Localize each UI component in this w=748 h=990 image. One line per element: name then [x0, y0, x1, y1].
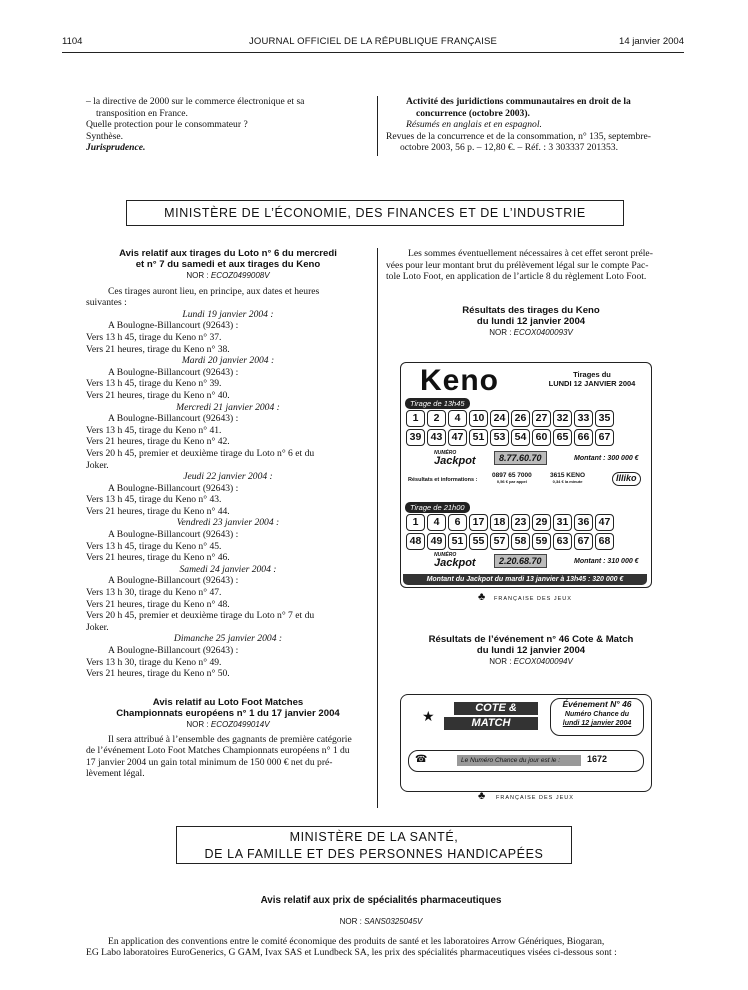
text-line: En application des conventions entre le comité économique des produits de santé et les laboratoires Arrow Génériques, Biogaran,: [108, 935, 605, 947]
schedule-line: A Boulogne-Billancourt (92643) :: [108, 482, 239, 494]
drawn-number: 57: [490, 533, 509, 550]
schedule-line: Vers 13 h 45, tirage du Keno n° 43.: [86, 494, 222, 506]
schedule-date: Mercredi 21 janvier 2004 :: [176, 401, 280, 413]
right-intro: [386, 248, 676, 283]
text-line: EG Labo laboratoires EuroGenerics, G GAM, Ivax SAS et Lundbeck SA, les prix des spécialités pharmaceutiques visées ci-dessous sont :: [86, 947, 617, 959]
chance-date: lundi 12 janvier 2004: [562, 720, 632, 727]
schedule-line: Vers 21 heures, tirage du Keno n° 50.: [86, 668, 230, 680]
schedule-line: Vers 21 heures, tirage du Keno n° 38.: [86, 343, 230, 355]
phone-icon: ☎: [415, 754, 428, 765]
drawn-number: 18: [490, 514, 509, 531]
page-header: [62, 36, 684, 50]
drawn-number: 39: [406, 429, 425, 446]
minitel-block: [550, 472, 585, 484]
journal-title: JOURNAL OFFICIEL DE LA RÉPUBLIQUE FRANÇAISE: [248, 36, 498, 47]
section-title: et n° 7 du samedi et aux tirages du Keno: [135, 259, 321, 270]
schedule-date: Samedi 24 janvier 2004 :: [179, 563, 277, 575]
text-line: Jurisprudence.: [86, 142, 146, 154]
drawn-number: 49: [427, 533, 446, 550]
section-title: Avis relatif aux tirages du Loto n° 6 du mercredi: [119, 248, 337, 259]
drawn-number: 4: [427, 514, 446, 531]
top-right-block: [386, 96, 676, 154]
text-line: tole Loto Foot, en application de l’article 8 du règlement Loto Foot.: [386, 271, 647, 283]
ministry-heading: MINISTÈRE DE L’ÉCONOMIE, DES FINANCES ET DE L’INDUSTRIE: [126, 200, 624, 226]
keno-results-heading: [386, 305, 676, 339]
cote-results-heading: [386, 634, 676, 668]
text-line: 17 janvier 2004 un gain total minimum de 150 000 € net du pré-: [86, 756, 333, 768]
section-title: Avis relatif au Loto Foot Matches: [152, 697, 304, 708]
drawn-number: 51: [469, 429, 488, 446]
number-row: [406, 410, 616, 427]
publication-subtitle: Résumés en anglais et en espagnol.: [406, 119, 542, 131]
cote-match-ticket: [400, 694, 652, 806]
jackpot-amount: Montant : 310 000 €: [574, 558, 639, 565]
nor-reference: NOR : ECOX0400093V: [489, 328, 573, 337]
text-line: suivantes :: [86, 297, 127, 309]
text-line: Quelle protection pour le consommateur ?: [86, 119, 248, 131]
event-number: Événement N° 46: [562, 699, 632, 709]
cote-match-logo: [414, 702, 538, 732]
drawn-number: 1: [406, 410, 425, 427]
text-line: – la directive de 2000 sur le commerce électronique et sa: [86, 96, 305, 107]
ticket-date-block: [542, 370, 642, 388]
drawn-number: 58: [511, 533, 530, 550]
drawn-number: 1: [406, 514, 425, 531]
tirage-label: Tirage de 21h00: [405, 502, 470, 513]
issue-date: 14 janvier 2004: [619, 36, 684, 47]
chance-number-box: [408, 750, 644, 772]
section-title: Résultats de l’événement n° 46 Cote & Match: [428, 634, 634, 645]
drawn-number: 59: [532, 533, 551, 550]
section-title: du lundi 12 janvier 2004: [476, 316, 586, 327]
section-title: Avis relatif aux prix de spécialités pharmaceutiques: [260, 895, 502, 906]
text-line: Il sera attribué à l’ensemble des gagnants de première catégorie: [108, 733, 352, 745]
drawn-number: 31: [553, 514, 572, 531]
drawn-number: 17: [469, 514, 488, 531]
nor-reference: NOR : ECOX0400094V: [489, 657, 573, 666]
chance-number-label: Le Numéro Chance du jour est le :: [457, 755, 581, 766]
schedule-line: Vers 20 h 45, premier et deuxième tirage du Loto n° 6 et du: [86, 447, 315, 459]
text-line: Les sommes éventuellement nécessaires à cet effet seront préle-: [408, 248, 653, 259]
text-line: lèvement légal.: [86, 768, 145, 780]
schedule-date: Jeudi 22 janvier 2004 :: [183, 471, 273, 483]
drawn-number: 10: [469, 410, 488, 427]
star-icon: ★: [422, 710, 435, 725]
phone-price: 0,56 € par appel: [496, 479, 527, 484]
publication-ref: octobre 2003, 56 p. – 12,80 €. – Réf. : 3 303337 201353.: [400, 142, 618, 154]
minitel-code: 3615 KENO: [550, 472, 586, 479]
drawn-number: 6: [448, 514, 467, 531]
drawn-number: 2: [427, 410, 446, 427]
drawn-number: 4: [448, 410, 467, 427]
drawn-number: 54: [511, 429, 530, 446]
chance-number: 1672: [587, 754, 608, 764]
drawn-number: 43: [427, 429, 446, 446]
drawn-number: 47: [448, 429, 467, 446]
schedule-line: Vers 21 heures, tirage du Keno n° 40.: [86, 389, 230, 401]
number-row: [406, 533, 616, 550]
schedule-line: Joker.: [86, 621, 109, 633]
drawn-number: 51: [448, 533, 467, 550]
schedule-line: A Boulogne-Billancourt (92643) :: [108, 575, 239, 587]
number-row: [406, 429, 616, 446]
jackpot-amount: Montant : 300 000 €: [574, 455, 639, 462]
column-divider: [377, 96, 378, 156]
drawn-number: 48: [406, 533, 425, 550]
event-box: [550, 698, 644, 736]
phone-block: [492, 472, 532, 484]
text-line: de l’événement Loto Foot Matches Championnats européens n° 1 du: [86, 745, 350, 757]
minitel-price: 0,34 € la minute: [552, 479, 583, 484]
page-number: 1104: [62, 36, 83, 47]
schedule-line: Vers 13 h 45, tirage du Keno n° 41.: [86, 424, 222, 436]
clover-icon: ♣: [478, 591, 486, 603]
schedule-line: Vers 20 h 45, premier et deuxième tirage du Loto n° 7 et du: [86, 610, 315, 622]
schedule-line: A Boulogne-Billancourt (92643) :: [108, 320, 239, 332]
text-line: Ces tirages auront lieu, en principe, aux dates et heures: [108, 285, 320, 297]
jackpot-footer-bar: Montant du Jackpot du mardi 13 janvier à 13h45 : 320 000 €: [403, 574, 647, 585]
schedule-date: Lundi 19 janvier 2004 :: [182, 308, 274, 320]
avis-foot: [86, 697, 370, 780]
drawn-number: 68: [595, 533, 614, 550]
drawn-number: 67: [595, 429, 614, 446]
publication-title: Activité des juridictions communautaires en droit de la: [406, 96, 631, 107]
jackpot-number: 2.20.68.70: [494, 554, 547, 568]
tirage-label: Tirage de 13h45: [405, 398, 470, 409]
logo-line: COTE &: [454, 702, 538, 715]
section-title: Résultats des tirages du Keno: [462, 305, 600, 316]
schedule-date: Dimanche 25 janvier 2004 :: [173, 633, 283, 645]
keno-logo: Keno: [420, 364, 499, 397]
section-title: du lundi 12 janvier 2004: [476, 645, 586, 656]
publication-title: concurrence (octobre 2003).: [416, 107, 530, 119]
drawn-number: 23: [511, 514, 530, 531]
schedule-list: [86, 309, 370, 680]
fdj-logo-text: FRANÇAISE DES JEUX: [496, 795, 574, 801]
schedule-line: A Boulogne-Billancourt (92643) :: [108, 413, 239, 425]
schedule-line: A Boulogne-Billancourt (92643) :: [108, 645, 239, 656]
publication-ref: Revues de la concurrence et de la consommation, n° 135, septembre-: [386, 130, 651, 142]
tirages-label: Tirages du: [573, 370, 611, 379]
drawn-number: 33: [574, 410, 593, 427]
column-divider: [377, 248, 378, 808]
ministry-line: DE LA FAMILLE ET DES PERSONNES HANDICAPÉES: [204, 847, 544, 861]
section-title: Championnats européens n° 1 du 17 janvier 2004: [116, 708, 340, 719]
schedule-line: Vers 13 h 45, tirage du Keno n° 39.: [86, 378, 222, 390]
drawn-number: 60: [532, 429, 551, 446]
chance-label: Numéro Chance du: [564, 711, 630, 718]
drawn-number: 66: [574, 429, 593, 446]
text-line: vées pour leur montant brut du prélèvement légal sur le compte Pac-: [386, 259, 649, 271]
nor-reference: NOR : ECOZ0499014V: [186, 720, 270, 729]
illiko-logo: Illiko: [612, 472, 641, 486]
schedule-line: Vers 21 heures, tirage du Keno n° 46.: [86, 552, 230, 564]
schedule-line: A Boulogne-Billancourt (92643) :: [108, 529, 239, 541]
text-line: Synthèse.: [86, 130, 124, 142]
nor-reference: NOR : SANS0325045V: [339, 917, 423, 926]
text-line: transposition en France.: [96, 107, 188, 119]
schedule-line: Joker.: [86, 459, 109, 471]
drawn-number: 67: [574, 533, 593, 550]
drawn-number: 29: [532, 514, 551, 531]
schedule-date: Vendredi 23 janvier 2004 :: [176, 517, 280, 529]
schedule-line: Vers 13 h 45, tirage du Keno n° 37.: [86, 331, 222, 343]
drawn-number: 53: [490, 429, 509, 446]
phone-number: 0897 65 7000: [492, 472, 532, 479]
schedule-line: Vers 21 heures, tirage du Keno n° 42.: [86, 436, 230, 448]
schedule-line: Vers 13 h 30, tirage du Keno n° 47.: [86, 587, 222, 599]
header-rule: [62, 52, 684, 53]
fdj-logo-text: FRANÇAISE DES JEUX: [494, 596, 572, 602]
drawn-number: 32: [553, 410, 572, 427]
ministry-heading: [176, 826, 572, 864]
avis-pharma: [86, 895, 676, 959]
schedule-line: Vers 21 heures, tirage du Keno n° 48.: [86, 598, 230, 610]
ministry-line: MINISTÈRE DE LA SANTÉ,: [289, 830, 459, 844]
schedule-line: Vers 13 h 45, tirage du Keno n° 45.: [86, 540, 222, 552]
clover-icon: ♣: [478, 790, 486, 802]
ticket-date: LUNDI 12 JANVIER 2004: [548, 379, 636, 388]
drawn-number: 27: [532, 410, 551, 427]
schedule-date: Mardi 20 janvier 2004 :: [181, 355, 275, 367]
drawn-number: 47: [595, 514, 614, 531]
number-row: [406, 514, 616, 531]
drawn-number: 63: [553, 533, 572, 550]
drawn-number: 55: [469, 533, 488, 550]
drawn-number: 36: [574, 514, 593, 531]
drawn-number: 35: [595, 410, 614, 427]
info-label: Résultats et informations :: [408, 477, 478, 483]
drawn-number: 65: [553, 429, 572, 446]
logo-line: MATCH: [444, 717, 538, 730]
nor-reference: NOR : ECOZ0499008V: [186, 271, 270, 280]
schedule-line: Vers 21 heures, tirage du Keno n° 44.: [86, 505, 230, 517]
avis-loto: [86, 248, 370, 680]
drawn-number: 26: [511, 410, 530, 427]
schedule-line: Vers 13 h 30, tirage du Keno n° 49.: [86, 656, 222, 668]
jackpot-label: NUMÉRO Jackpot: [434, 450, 476, 467]
schedule-line: A Boulogne-Billancourt (92643) :: [108, 366, 239, 378]
drawn-number: 24: [490, 410, 509, 427]
top-left-block: [86, 96, 370, 154]
keno-ticket: [400, 362, 652, 606]
jackpot-number: 8.77.60.70: [494, 451, 547, 465]
jackpot-label: NUMÉRO Jackpot: [434, 552, 476, 569]
